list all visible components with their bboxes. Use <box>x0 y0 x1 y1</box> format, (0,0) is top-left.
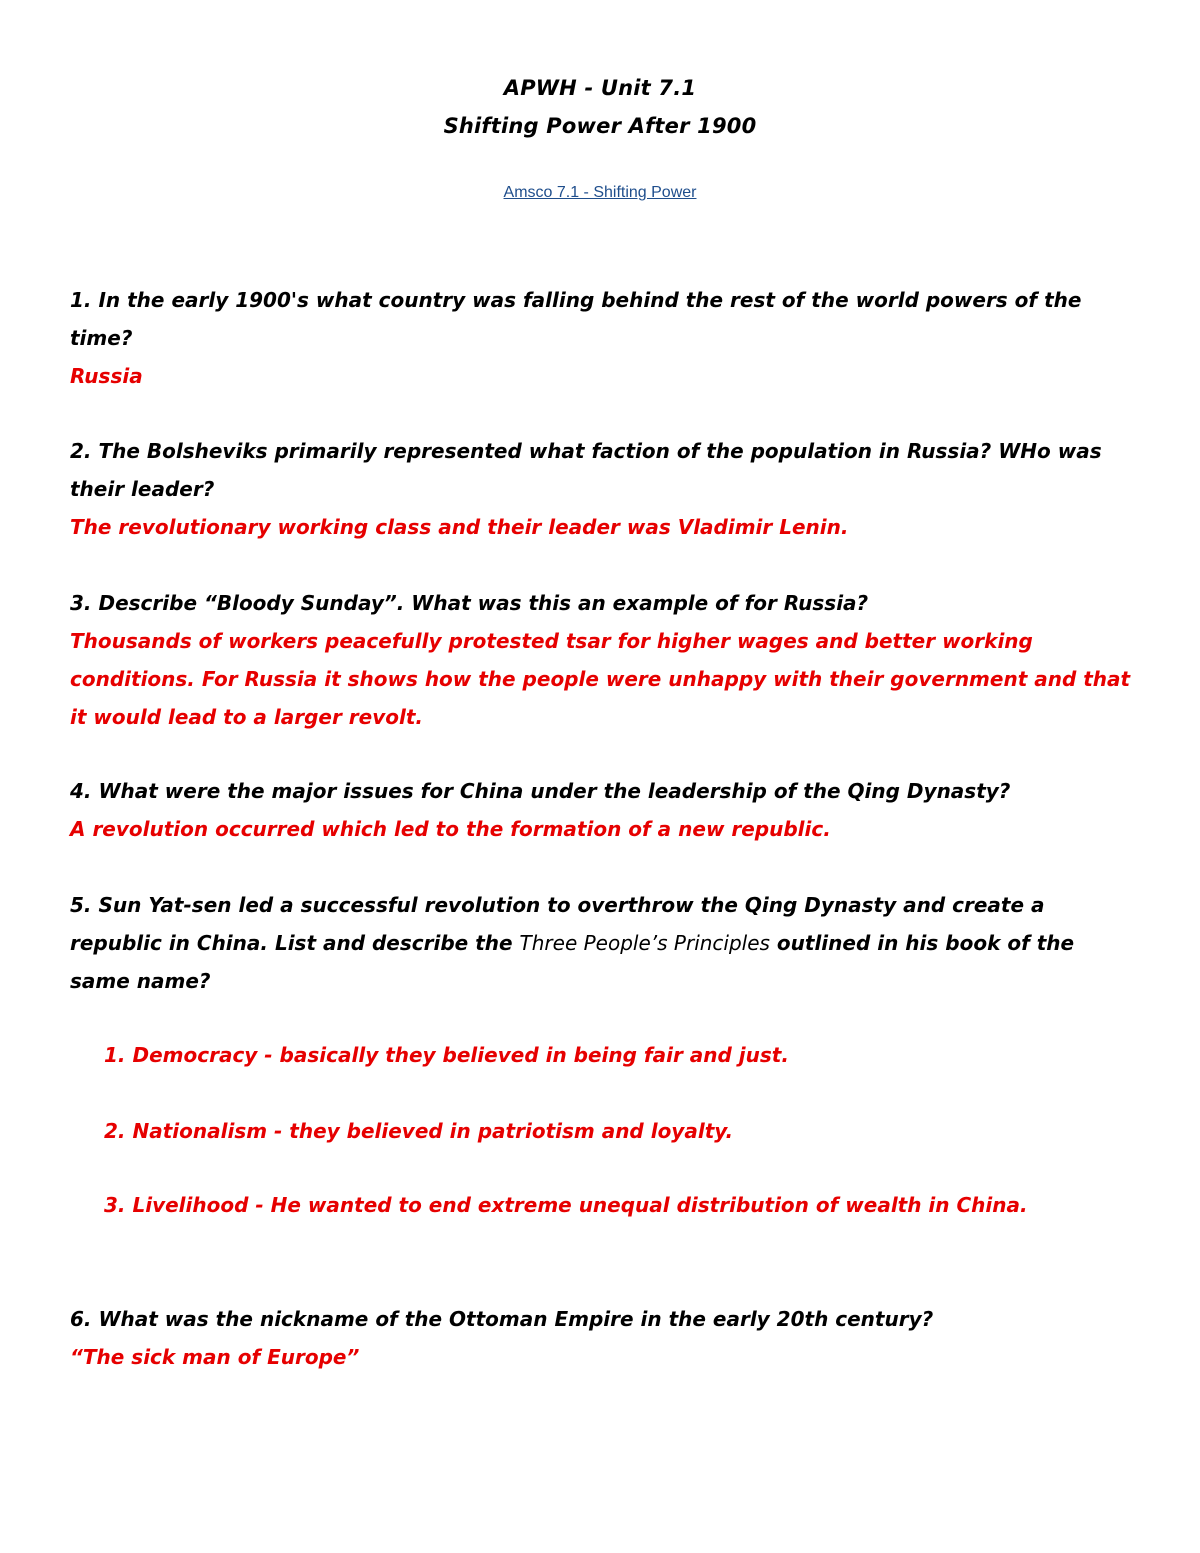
answer-2: The revolutionary working class and their leader was Vladimir Lenin. <box>70 515 849 539</box>
source-link[interactable]: Amsco 7.1 - Shifting Power <box>503 184 697 201</box>
document-subtitle: Shifting Power After 1900 <box>443 114 757 138</box>
question-1: 1. In the early 1900's what country was falling behind the rest of the world powers of the time? <box>70 288 1082 350</box>
principle-3: 3. Livelihood - He wanted to end extreme unequal distribution of wealth in China. <box>104 1193 1028 1217</box>
question-5-book-title: Three People’s Principles <box>519 931 770 955</box>
answer-1: Russia <box>70 364 143 388</box>
principle-2: 2. Nationalism - they believed in patriotism and loyalty. <box>104 1119 734 1143</box>
question-5-block <box>70 886 1140 1000</box>
answer-6: “The sick man of Europe” <box>70 1345 360 1369</box>
question-1-block <box>70 281 1140 395</box>
question-2: 2. The Bolsheviks primarily represented what faction of the population in Russia? WHo was their leader? <box>70 439 1102 501</box>
question-3-block <box>70 584 1140 736</box>
answer-3: Thousands of workers peacefully protested tsar for higher wages and better working conditions. For Russia it shows how the people were unhappy with their government and that it would lead to a larger revolt. <box>70 629 1131 729</box>
question-2-block <box>70 432 1140 546</box>
answer-4: A revolution occurred which led to the formation of a new republic. <box>70 817 831 841</box>
question-4: 4. What were the major issues for China under the leadership of the Qing Dynasty? <box>70 779 1011 803</box>
question-4-block <box>70 772 1140 848</box>
question-6-block <box>70 1300 1140 1376</box>
question-3: 3. Describe “Bloody Sunday”. What was this an example of for Russia? <box>70 591 869 615</box>
principle-1: 1. Democracy - basically they believed in being fair and just. <box>104 1043 789 1067</box>
question-5-text-post: outlined in his book of the same name? <box>70 931 1075 993</box>
question-5-text-pre: 5. Sun Yat-sen led a successful revolution to overthrow the Qing Dynasty and create a republic in China. List and describe the <box>70 893 1045 955</box>
question-5 <box>70 886 1140 1000</box>
question-6: 6. What was the nickname of the Ottoman Empire in the early 20th century? <box>70 1307 934 1331</box>
document-title: APWH - Unit 7.1 <box>503 76 697 100</box>
